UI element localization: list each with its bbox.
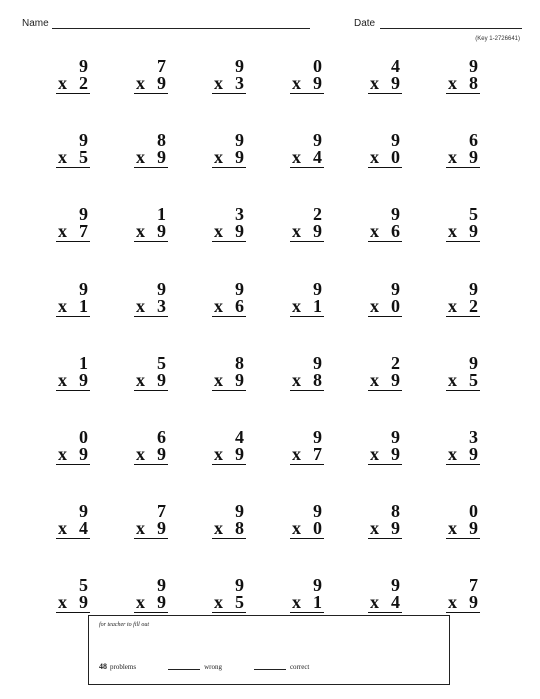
multiply-sign: x — [136, 369, 145, 390]
problem — [446, 577, 480, 651]
problem-top-number: 9 — [391, 575, 400, 596]
problem-bottom-row — [56, 443, 90, 465]
problem-bottom-row — [368, 443, 402, 465]
problem-bottom-number: 1 — [313, 592, 322, 613]
problem — [56, 426, 90, 503]
problem-top-number: 9 — [391, 426, 400, 447]
problem-bottom-number: 9 — [157, 147, 166, 168]
problem-bottom-number: 4 — [313, 147, 322, 168]
problem-bottom-row — [56, 149, 90, 168]
multiply-sign: x — [136, 592, 145, 613]
problem-bottom-row — [212, 443, 246, 465]
problem-bottom-number: 9 — [391, 369, 400, 390]
multiply-sign: x — [448, 221, 457, 242]
problem-top-number: 9 — [235, 278, 244, 299]
problem — [56, 132, 90, 206]
problem-top-number: 9 — [469, 56, 478, 76]
problem — [446, 352, 480, 429]
problem-bottom-row — [446, 223, 480, 242]
problem-top-number: 9 — [157, 575, 166, 596]
problem — [56, 206, 90, 280]
problem-bottom-row — [446, 369, 480, 391]
problem-bottom-row — [290, 149, 324, 168]
problem-top-number: 9 — [313, 130, 322, 151]
problem — [446, 278, 480, 355]
problem-bottom-row — [290, 295, 324, 317]
problem-bottom-number: 4 — [391, 592, 400, 613]
problem-bottom-number: 9 — [79, 592, 88, 613]
problem-bottom-number: 1 — [79, 295, 88, 316]
problem-top-number: 8 — [391, 501, 400, 522]
problem-bottom-row — [56, 520, 90, 539]
problem-bottom-row — [446, 443, 480, 465]
multiply-sign: x — [214, 147, 223, 168]
multiply-sign: x — [214, 295, 223, 316]
problem-bottom-number: 9 — [157, 592, 166, 613]
multiply-sign: x — [292, 592, 301, 613]
problem-bottom-number: 1 — [313, 295, 322, 316]
multiply-sign: x — [370, 443, 379, 464]
problem — [56, 278, 90, 355]
multiply-sign: x — [370, 221, 379, 242]
multiply-sign: x — [370, 147, 379, 168]
multiply-sign: x — [448, 73, 457, 93]
multiply-sign: x — [448, 443, 457, 464]
problem-top-number: 9 — [469, 278, 478, 299]
problem-bottom-row — [446, 75, 480, 94]
problem — [212, 132, 246, 206]
problem-bottom-number: 9 — [391, 518, 400, 539]
date-field[interactable] — [380, 28, 522, 29]
multiply-sign: x — [448, 295, 457, 316]
problem-top-number: 9 — [469, 352, 478, 373]
problem-bottom-row — [290, 223, 324, 242]
problem-bottom-row — [368, 223, 402, 242]
problem-bottom-row — [212, 295, 246, 317]
problem-bottom-number: 5 — [79, 147, 88, 168]
problem — [290, 352, 324, 429]
problem-bottom-row — [56, 369, 90, 391]
multiply-sign: x — [58, 73, 67, 93]
problem-count: 48 — [99, 662, 107, 671]
problem-top-number: 8 — [157, 130, 166, 151]
problem-bottom-number: 4 — [79, 518, 88, 539]
problem-top-number: 9 — [313, 352, 322, 373]
problem-bottom-number: 2 — [79, 73, 88, 93]
problem — [134, 58, 168, 132]
problem-top-number: 9 — [235, 575, 244, 596]
multiply-sign: x — [58, 147, 67, 168]
problem-bottom-row — [446, 520, 480, 539]
multiply-sign: x — [370, 73, 379, 93]
problem-bottom-row — [290, 75, 324, 94]
problem — [212, 58, 246, 132]
problem-top-number: 8 — [235, 352, 244, 373]
multiply-sign: x — [370, 369, 379, 390]
wrong-blank[interactable] — [168, 668, 200, 670]
problem — [212, 503, 246, 577]
multiply-sign: x — [214, 518, 223, 539]
problem-bottom-number: 9 — [391, 73, 400, 93]
multiply-sign: x — [370, 295, 379, 316]
problem-bottom-row — [212, 149, 246, 168]
problem-bottom-row — [212, 75, 246, 94]
problem-bottom-row — [368, 369, 402, 391]
multiply-sign: x — [136, 147, 145, 168]
problem-top-number: 7 — [157, 501, 166, 522]
problem-bottom-row — [134, 149, 168, 168]
problem — [368, 132, 402, 206]
problem — [56, 58, 90, 132]
problem-bottom-number: 9 — [157, 369, 166, 390]
problem — [134, 503, 168, 577]
problem-top-number: 9 — [157, 278, 166, 299]
problem-bottom-number: 5 — [469, 369, 478, 390]
problem-top-number: 4 — [391, 56, 400, 76]
name-field[interactable] — [52, 28, 310, 29]
multiply-sign: x — [448, 518, 457, 539]
date-label: Date — [354, 18, 376, 29]
score-row — [99, 662, 309, 671]
multiply-sign: x — [136, 73, 145, 93]
multiply-sign: x — [292, 295, 301, 316]
multiply-sign: x — [136, 295, 145, 316]
problem — [446, 58, 480, 132]
problem — [368, 426, 402, 503]
problem-bottom-number: 5 — [235, 592, 244, 613]
problem-bottom-row — [368, 520, 402, 539]
problem-bottom-number: 9 — [469, 147, 478, 168]
teacher-note: for teacher to fill out — [99, 622, 149, 628]
problem-bottom-row — [290, 594, 324, 613]
problem-bottom-number: 7 — [79, 221, 88, 242]
problem-bottom-row — [134, 295, 168, 317]
problem-bottom-row — [56, 594, 90, 613]
problem — [290, 132, 324, 206]
problem-top-number: 2 — [391, 352, 400, 373]
problem-bottom-row — [134, 594, 168, 613]
problem — [290, 58, 324, 132]
problem-top-number: 1 — [79, 352, 88, 373]
multiply-sign: x — [292, 73, 301, 93]
problem — [134, 278, 168, 355]
problem-top-number: 9 — [235, 56, 244, 76]
problem — [368, 503, 402, 577]
problem-bottom-row — [56, 75, 90, 94]
problem — [212, 278, 246, 355]
multiply-sign: x — [58, 592, 67, 613]
multiply-sign: x — [214, 443, 223, 464]
multiply-sign: x — [136, 518, 145, 539]
problem — [368, 352, 402, 429]
problem-top-number: 9 — [313, 426, 322, 447]
problem-bottom-number: 9 — [235, 443, 244, 464]
problem-top-number: 0 — [469, 501, 478, 522]
problems-label: problems — [110, 663, 137, 671]
problem-bottom-number: 0 — [391, 295, 400, 316]
problem-bottom-row — [56, 295, 90, 317]
problem-bottom-row — [134, 369, 168, 391]
problem-bottom-row — [134, 443, 168, 465]
problem-bottom-number: 9 — [157, 518, 166, 539]
problem-bottom-row — [290, 369, 324, 391]
multiply-sign: x — [214, 369, 223, 390]
multiply-sign: x — [370, 592, 379, 613]
multiply-sign: x — [448, 369, 457, 390]
problem-top-number: 9 — [391, 130, 400, 151]
multiply-sign: x — [448, 147, 457, 168]
problem — [134, 352, 168, 429]
problem-bottom-number: 9 — [157, 73, 166, 93]
problem — [56, 577, 90, 651]
problem — [368, 58, 402, 132]
problem — [212, 352, 246, 429]
problem-bottom-row — [212, 594, 246, 613]
problem-bottom-row — [56, 223, 90, 242]
problem-bottom-number: 9 — [235, 369, 244, 390]
problem-top-number: 9 — [79, 501, 88, 522]
multiply-sign: x — [370, 518, 379, 539]
problem — [368, 206, 402, 280]
problem — [290, 278, 324, 355]
multiply-sign: x — [292, 369, 301, 390]
problem — [446, 503, 480, 577]
problem-bottom-number: 9 — [469, 518, 478, 539]
name-label: Name — [22, 18, 49, 29]
problem-bottom-number: 9 — [235, 221, 244, 242]
problem-bottom-number: 9 — [391, 443, 400, 464]
problem-top-number: 1 — [157, 204, 166, 225]
problem-bottom-number: 9 — [79, 443, 88, 464]
problem-top-number: 9 — [313, 575, 322, 596]
problem-top-number: 5 — [157, 352, 166, 373]
multiply-sign: x — [214, 73, 223, 93]
multiply-sign: x — [136, 443, 145, 464]
problem-bottom-number: 9 — [469, 443, 478, 464]
problem — [446, 426, 480, 503]
multiply-sign: x — [292, 147, 301, 168]
problem — [368, 278, 402, 355]
problem — [290, 426, 324, 503]
problem-top-number: 9 — [313, 278, 322, 299]
problem-top-number: 3 — [235, 204, 244, 225]
problem-bottom-row — [290, 443, 324, 465]
problem — [134, 206, 168, 280]
problem-bottom-number: 6 — [235, 295, 244, 316]
problem-top-number: 9 — [79, 130, 88, 151]
multiply-sign: x — [58, 443, 67, 464]
multiply-sign: x — [292, 443, 301, 464]
problem-bottom-row — [368, 295, 402, 317]
problem-bottom-row — [134, 520, 168, 539]
multiply-sign: x — [214, 221, 223, 242]
problem-bottom-row — [212, 520, 246, 539]
problem-bottom-number: 6 — [391, 221, 400, 242]
problem-bottom-number: 3 — [157, 295, 166, 316]
problem-top-number: 0 — [313, 56, 322, 76]
problem — [212, 426, 246, 503]
problem — [446, 132, 480, 206]
problem-bottom-number: 7 — [313, 443, 322, 464]
problem-bottom-number: 2 — [469, 295, 478, 316]
problem-bottom-row — [446, 594, 480, 613]
problem-bottom-number: 8 — [313, 369, 322, 390]
problem-top-number: 9 — [391, 204, 400, 225]
problem-bottom-number: 9 — [79, 369, 88, 390]
teacher-score-box — [88, 615, 450, 685]
problem-top-number: 5 — [79, 575, 88, 596]
multiply-sign: x — [58, 295, 67, 316]
problem-top-number: 7 — [469, 575, 478, 596]
problem-top-number: 9 — [313, 501, 322, 522]
problem-bottom-number: 9 — [235, 147, 244, 168]
problem-top-number: 2 — [313, 204, 322, 225]
problem-top-number: 6 — [157, 426, 166, 447]
problem — [134, 132, 168, 206]
problem-bottom-number: 9 — [469, 221, 478, 242]
problem-top-number: 0 — [79, 426, 88, 447]
problem — [212, 206, 246, 280]
problem — [134, 426, 168, 503]
problem-top-number: 3 — [469, 426, 478, 447]
answer-key-id: (Key 1-2726641) — [475, 36, 520, 42]
problem — [56, 352, 90, 429]
problem-bottom-row — [368, 149, 402, 168]
problem-bottom-row — [134, 223, 168, 242]
multiply-sign: x — [58, 221, 67, 242]
problem-bottom-number: 9 — [157, 221, 166, 242]
multiply-sign: x — [136, 221, 145, 242]
multiply-sign: x — [292, 221, 301, 242]
problem-top-number: 9 — [79, 56, 88, 76]
problem-bottom-number: 8 — [235, 518, 244, 539]
problem-bottom-number: 8 — [469, 73, 478, 93]
problem-top-number: 9 — [79, 278, 88, 299]
correct-label: correct — [289, 663, 310, 671]
problem-top-number: 9 — [391, 278, 400, 299]
problem-bottom-number: 9 — [313, 73, 322, 93]
problem-bottom-row — [212, 369, 246, 391]
problem-top-number: 7 — [157, 56, 166, 76]
problem-bottom-number: 9 — [469, 592, 478, 613]
problem-top-number: 6 — [469, 130, 478, 151]
multiply-sign: x — [292, 518, 301, 539]
problem-top-number: 9 — [79, 204, 88, 225]
problem-bottom-row — [368, 75, 402, 94]
problem-bottom-number: 0 — [391, 147, 400, 168]
multiply-sign: x — [448, 592, 457, 613]
problem — [290, 206, 324, 280]
problem-top-number: 9 — [235, 501, 244, 522]
problem-bottom-row — [446, 295, 480, 317]
problem-bottom-row — [368, 594, 402, 613]
problem-bottom-row — [212, 223, 246, 242]
problem-grid — [56, 58, 480, 652]
multiply-sign: x — [58, 518, 67, 539]
problem — [56, 503, 90, 577]
problem-bottom-number: 9 — [313, 221, 322, 242]
problem — [290, 503, 324, 577]
multiply-sign: x — [58, 369, 67, 390]
problem-bottom-row — [290, 520, 324, 539]
problem-bottom-row — [134, 75, 168, 94]
problem-top-number: 5 — [469, 204, 478, 225]
problem-bottom-row — [446, 149, 480, 168]
problem-top-number: 4 — [235, 426, 244, 447]
wrong-label: wrong — [204, 663, 222, 671]
problem-bottom-number: 3 — [235, 73, 244, 93]
problem-top-number: 9 — [235, 130, 244, 151]
problem-bottom-number: 0 — [313, 518, 322, 539]
problem — [446, 206, 480, 280]
correct-blank[interactable] — [254, 668, 286, 670]
problem-bottom-number: 9 — [157, 443, 166, 464]
multiply-sign: x — [214, 592, 223, 613]
